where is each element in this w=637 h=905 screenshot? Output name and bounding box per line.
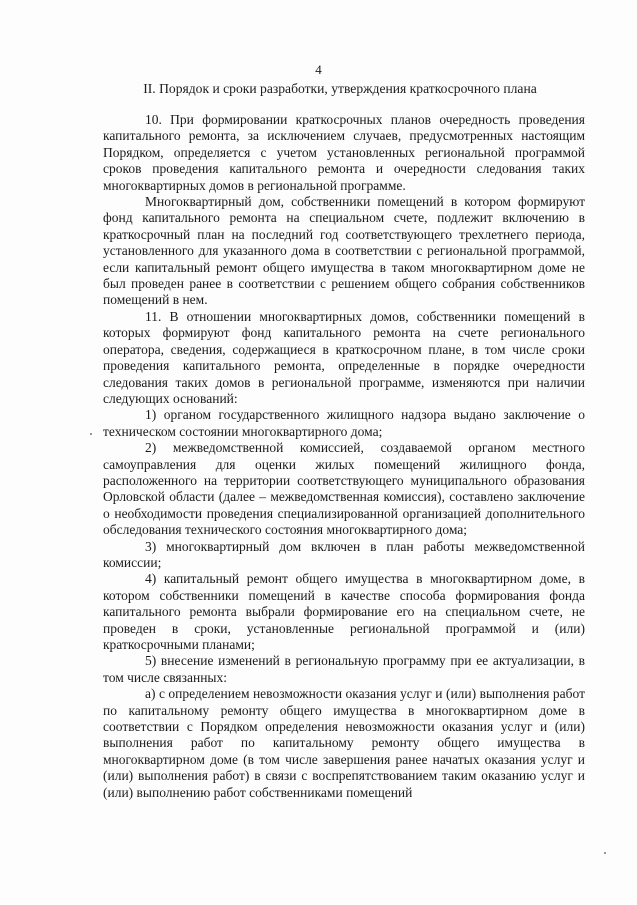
- list-item-4: 4) капитальный ремонт общего имущества в многоквартирном доме, в котором собственники помещений в качестве способа формирования фонда капитального ремонта выбрали формирование его на специальном счете, не проведен в сроки, установленные региональной программой и (или) краткосрочными планами;: [103, 571, 585, 652]
- scan-speck: [90, 433, 92, 435]
- list-item-5a: а) с определением невозможности оказания услуг и (или) выполнения работ по капитальному ремонту общего имущества в многоквартирном доме в соответствии с Порядком определения невозможности оказания услуг и (или) выполнения работ по капитальному ремонту общего имущества в многоквартирном доме (в том числе завершения ранее начатых оказания услуг и (или) выполнения работ) в связи с воспрепятствованием таким оказанию услуг и (или) выполнению работ собственниками помещений: [103, 686, 585, 800]
- list-item-1: 1) органом государственного жилищного надзора выдано заключение о техническом состоянии многоквартирного дома;: [103, 407, 585, 439]
- scan-speck: [604, 852, 606, 854]
- list-item-3: 3) многоквартирный дом включен в план работы межведомственной комиссии;: [103, 538, 585, 570]
- paragraph-10: 10. При формировании краткосрочных планов очередность проведения капитального ремонта, за исключением случаев, предусмотренных настоящим Порядком, определяется с учетом установленных региональной программой сроков проведения капитального ремонта и очередности следования таких многоквартирных домов в региональной программе.: [103, 112, 585, 193]
- list-item-5: 5) внесение изменений в региональную программу при ее актуализации, в том числе связанных:: [103, 653, 585, 685]
- page-number: 4: [315, 62, 322, 77]
- document-body: [103, 112, 585, 801]
- section-heading: II. Порядок и сроки разработки, утверждения краткосрочного плана: [143, 81, 537, 96]
- list-item-2: 2) межведомственной комиссией, создаваемой органом местного самоуправления для оценки жилых помещений жилищного фонда, расположенного на территории соответствующего муниципального образования Орловской области (далее – межведомственная комиссия), составлено заключение о необходимости проведения специализированной организацией дополнительного обследования технического состояния многоквартирного дома;: [103, 440, 585, 538]
- paragraph-special-account: Многоквартирный дом, собственники помещений в котором формируют фонд капитального ремонта на специальном счете, подлежит включению в краткосрочный план на последний год соответствующего трехлетнего периода, установленного для указанного дома в соответствии с региональной программой, если капитальный ремонт общего имущества в таком многоквартирном доме не был проведен ранее в соответствии с решением общего собрания собственников помещений в нем.: [103, 194, 585, 308]
- paragraph-11: 11. В отношении многоквартирных домов, собственники помещений в которых формируют фонд капитального ремонта на счете регионального оператора, сведения, содержащиеся в краткосрочном плане, в том числе сроки проведения капитального ремонта, определенные в порядке очередности следования таких домов в региональной программе, изменяются при наличии следующих оснований:: [103, 308, 585, 406]
